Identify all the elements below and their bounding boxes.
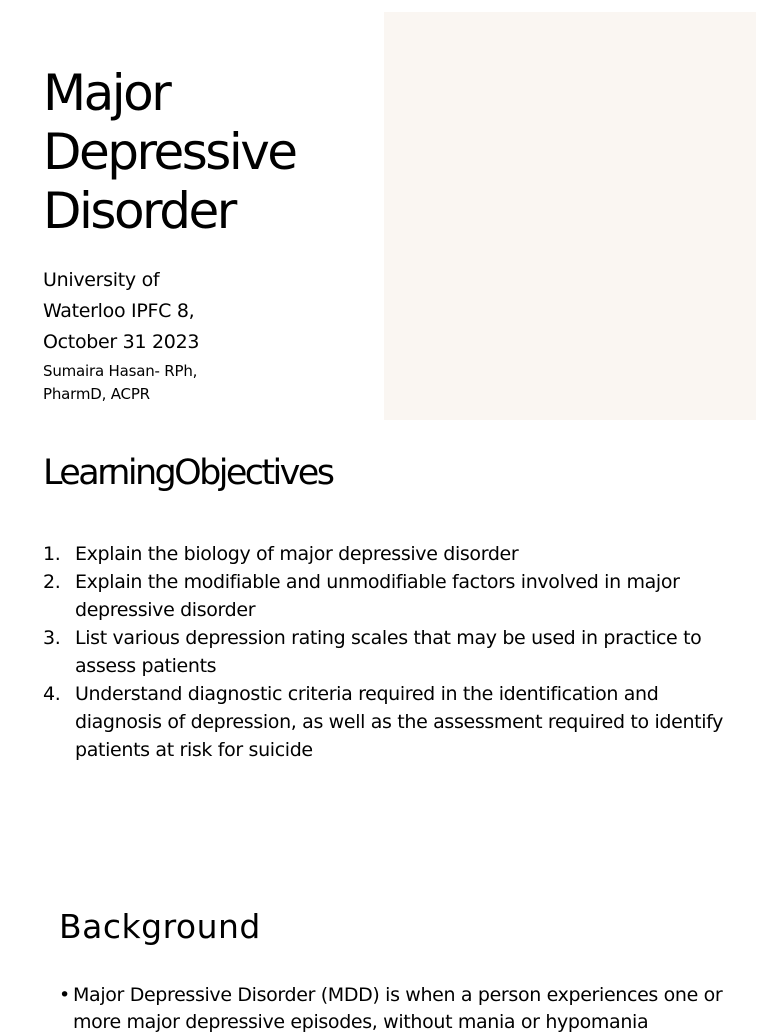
objective-text: Explain the modifiable and unmodifiable factors involved in major depressive disorder bbox=[75, 571, 680, 621]
bullet-text: Major Depressive Disorder (MDD) is when a person experiences one or more major depressive episodes, without mania or hypomania bbox=[73, 984, 723, 1033]
author-line: Sumaira Hasan- RPh, PharmD, ACPR bbox=[43, 362, 198, 403]
background-bullets bbox=[59, 982, 739, 1036]
objective-number: 2. bbox=[43, 571, 61, 593]
objective-item bbox=[43, 680, 733, 764]
objective-text: Understand diagnostic criteria required in the identification and diagnosis of depression, as well as the assessment required to identify patients at risk for suicide bbox=[75, 683, 724, 761]
objective-number: 4. bbox=[43, 683, 61, 705]
background-heading: Background bbox=[59, 907, 261, 946]
objective-item bbox=[43, 568, 733, 624]
bullet-marker: • bbox=[59, 984, 70, 1006]
decorative-panel bbox=[384, 12, 756, 420]
objective-number: 3. bbox=[43, 627, 61, 649]
objective-text: Explain the biology of major depressive disorder bbox=[75, 543, 519, 565]
objectives-list bbox=[43, 540, 733, 764]
slide-subtitle: University of Waterloo IPFC 8, October 31 2023 bbox=[43, 269, 200, 353]
slide-title: Major Depressive Disorder bbox=[43, 64, 296, 240]
objective-item bbox=[43, 624, 733, 680]
objective-number: 1. bbox=[43, 543, 61, 565]
bullet-item bbox=[59, 982, 739, 1036]
objective-text: List various depression rating scales that may be used in practice to assess patients bbox=[75, 627, 702, 677]
objective-item bbox=[43, 540, 733, 568]
objectives-heading: LearningObjectives bbox=[43, 453, 333, 493]
